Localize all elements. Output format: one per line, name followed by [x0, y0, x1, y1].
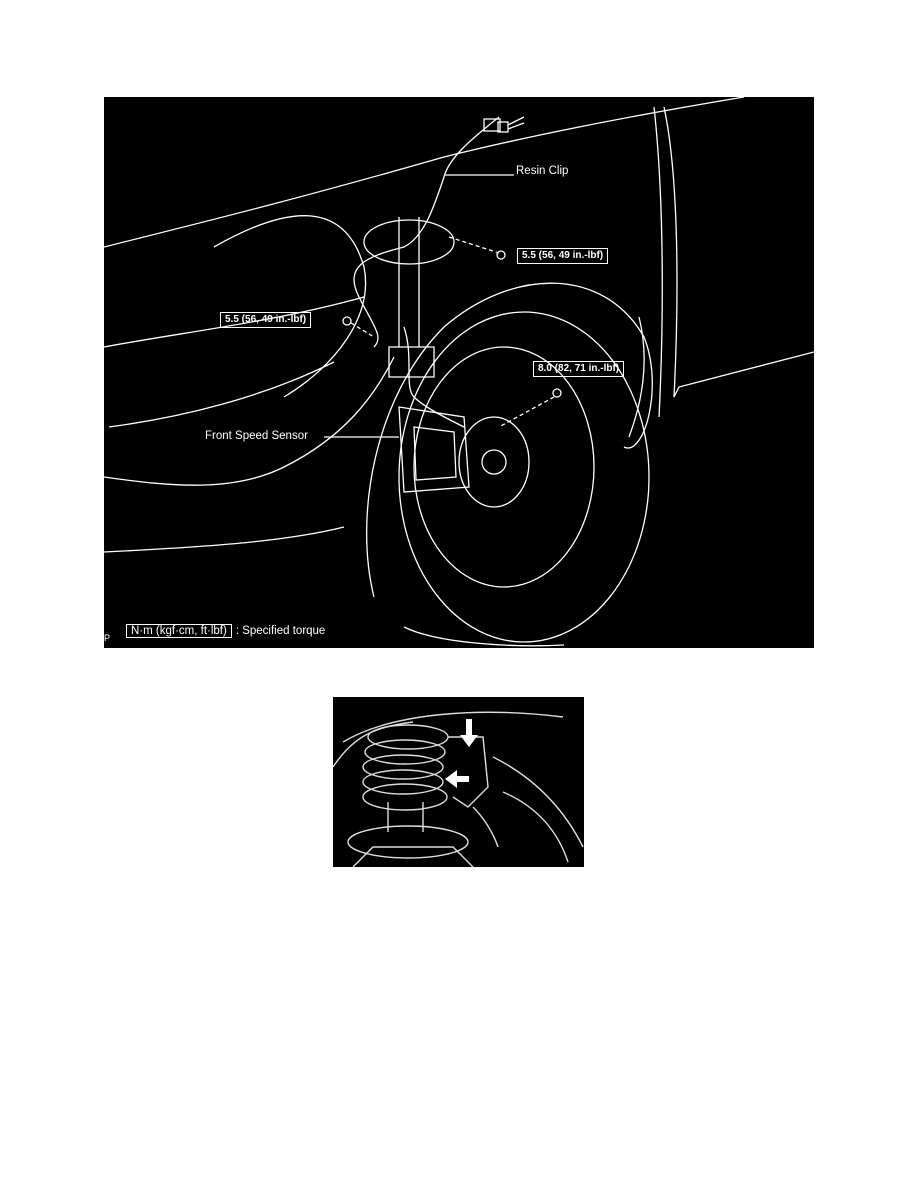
torque-spec-upper: 5.5 (56, 49 in.-lbf)	[517, 248, 608, 264]
torque-spec-right: 8.0 (82, 71 in.-lbf)	[533, 361, 624, 377]
strut-photo-inset	[333, 697, 584, 867]
legend-unit-box: N·m (kgf·cm, ft·lbf)	[126, 624, 232, 638]
suspension-line-drawing	[104, 97, 814, 648]
front-speed-sensor-label: Front Speed Sensor	[205, 430, 308, 442]
main-diagram	[104, 97, 814, 648]
arrow-left-icon	[333, 697, 584, 867]
resin-clip-label: Resin Clip	[516, 165, 569, 177]
torque-legend	[126, 624, 325, 638]
torque-spec-left: 5.5 (56, 49 in.-lbf)	[220, 312, 311, 328]
corner-mark: P	[104, 633, 111, 643]
legend-text: : Specified torque	[235, 625, 326, 637]
